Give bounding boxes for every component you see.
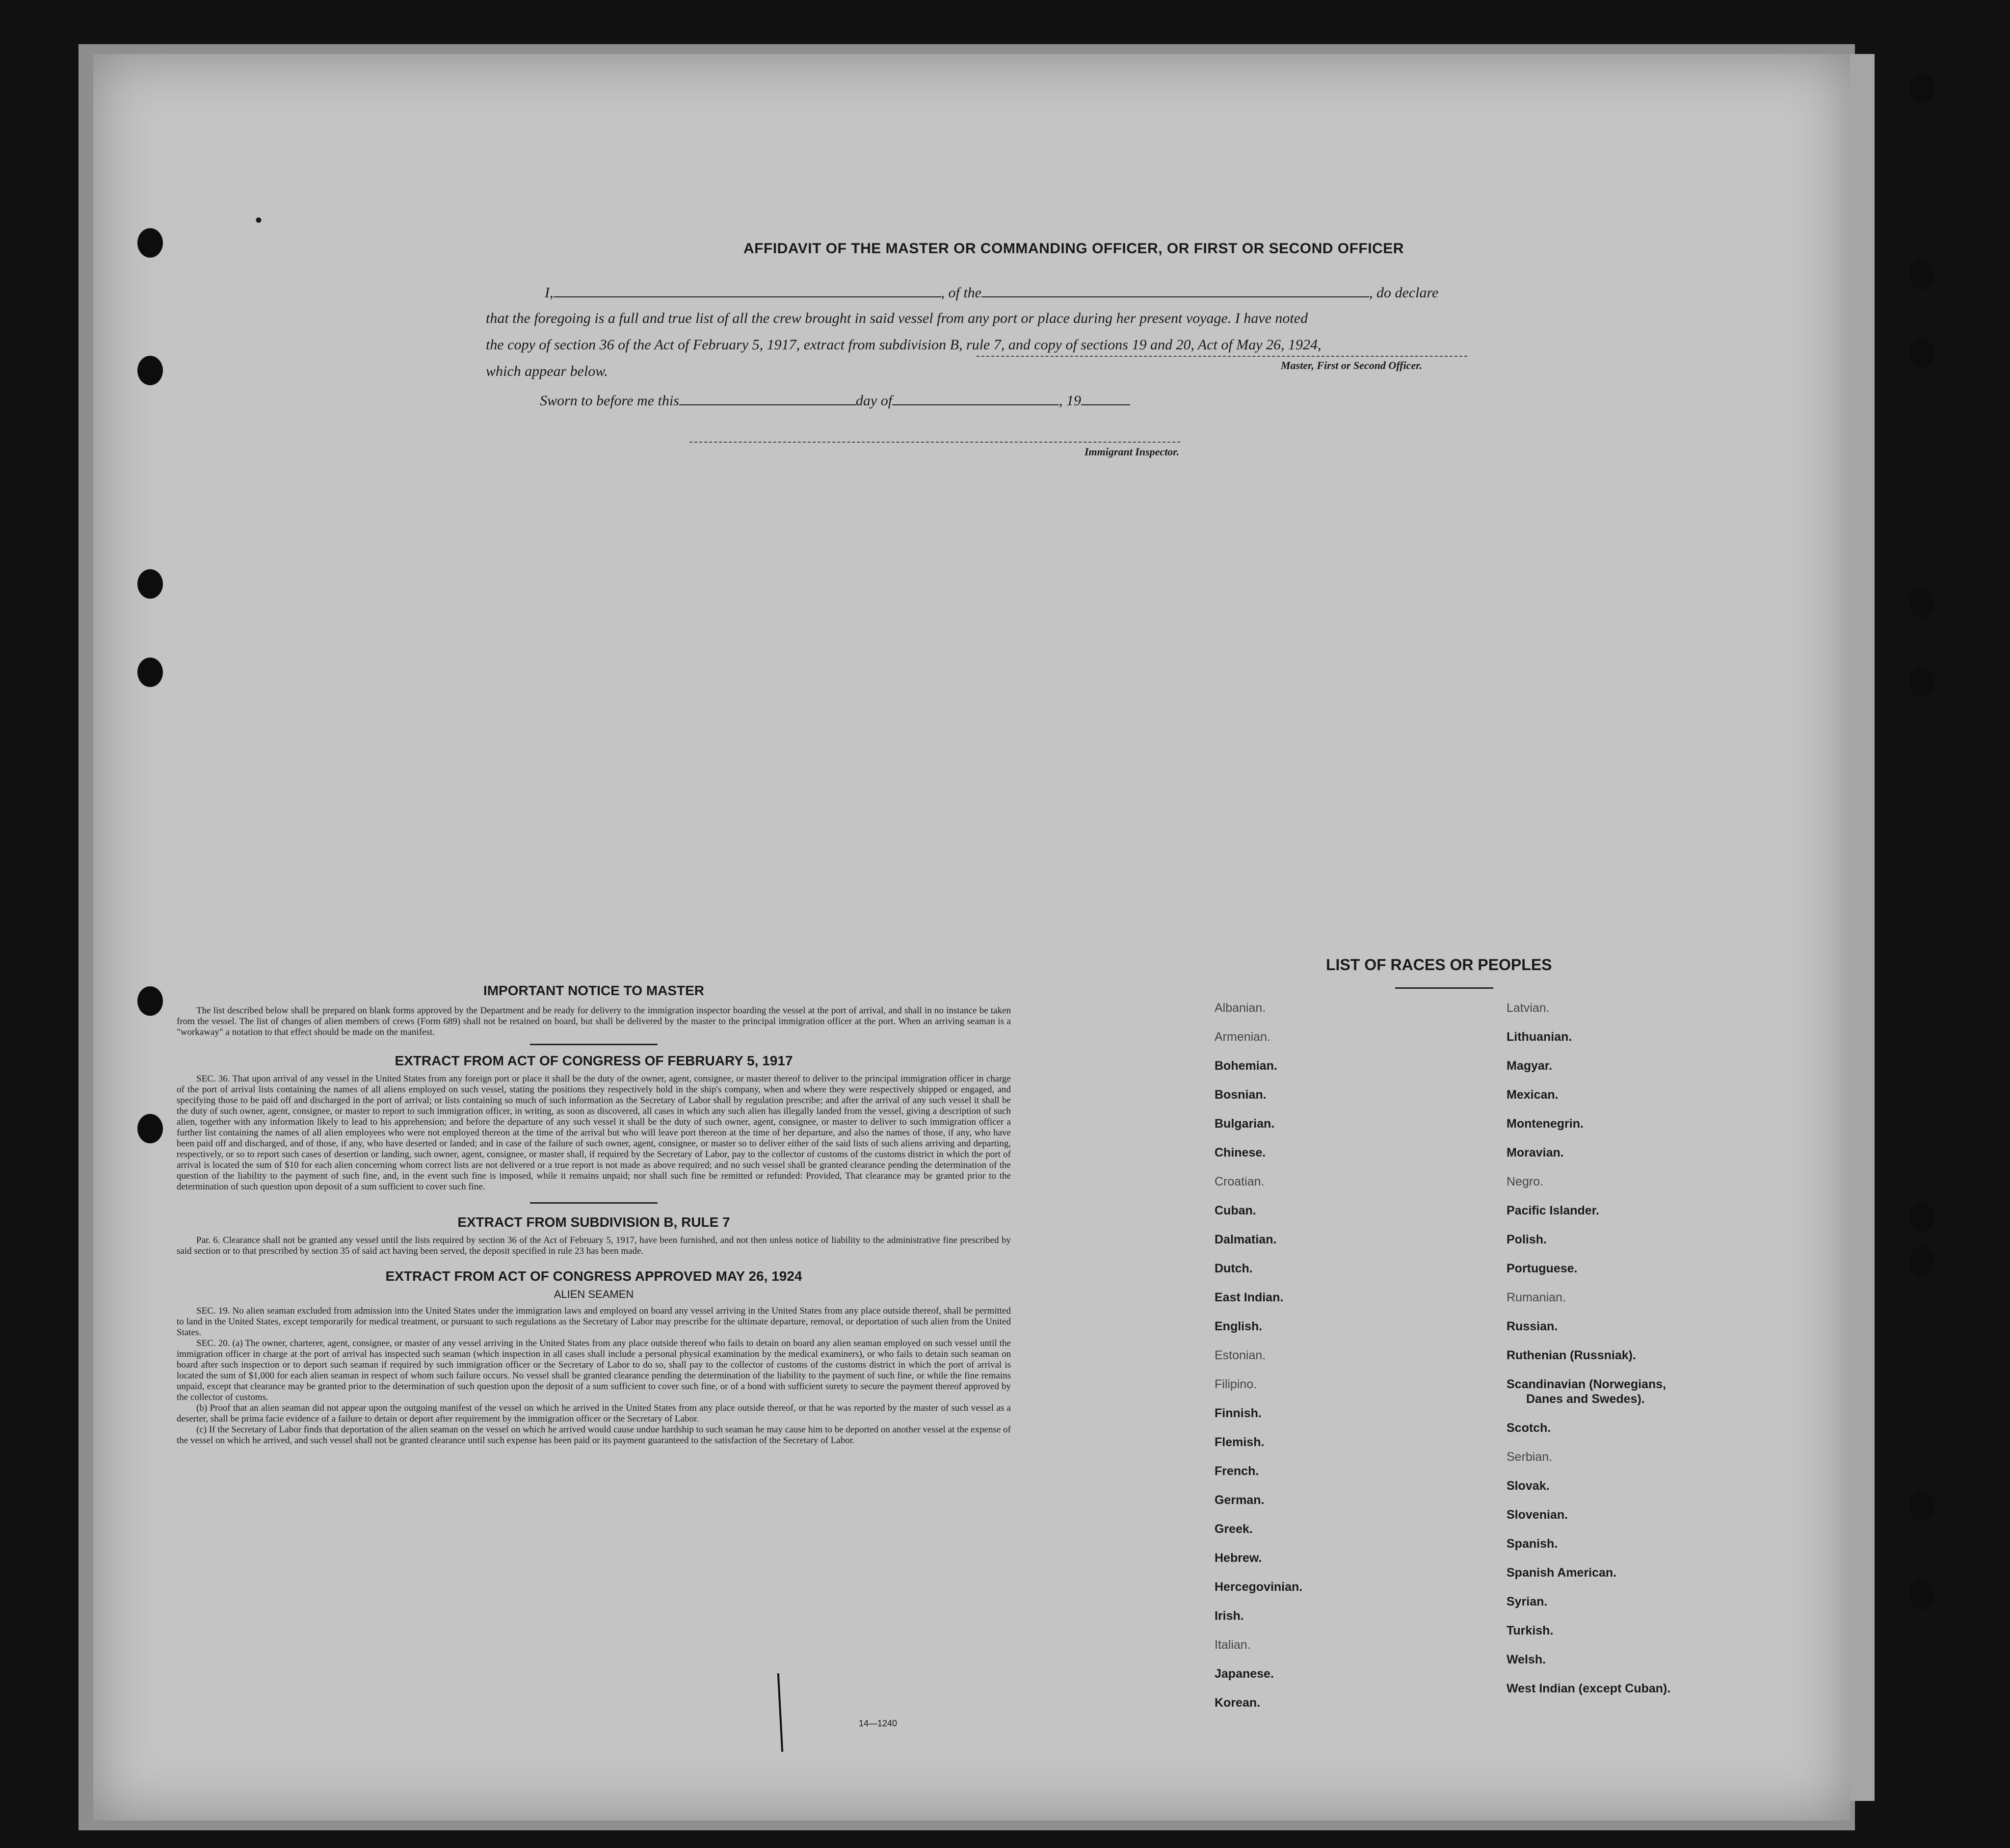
race-item-continuation: Danes and Swedes). (1526, 1392, 1645, 1406)
race-item: Magyar. (1507, 1059, 1553, 1073)
pen-stroke (777, 1673, 783, 1752)
race-item: Welsh. (1507, 1653, 1546, 1666)
section-divider (530, 1044, 658, 1045)
punch-hole (1909, 74, 1934, 103)
punch-hole (1909, 1492, 1934, 1521)
extract-1924-title: EXTRACT FROM ACT OF CONGRESS APPROVED MAY 26, 1924 (385, 1268, 802, 1284)
extract-1924-subtitle: ALIEN SEAMEN (554, 1288, 634, 1300)
race-item: Mexican. (1507, 1088, 1559, 1102)
declaration-line-2: that the foregoing is a full and true list of all the crew brought in said vessel from any port or place during her present voyage. I have noted (486, 310, 1308, 326)
punch-hole (137, 356, 163, 385)
race-item: Dutch. (1215, 1262, 1253, 1275)
race-item: West Indian (except Cuban). (1507, 1682, 1671, 1695)
race-item: Filipino. (1215, 1377, 1257, 1391)
section-divider (530, 1202, 658, 1204)
punch-hole (137, 228, 163, 258)
bleed-through-text (829, 128, 1762, 186)
master-signature-line[interactable] (977, 356, 1467, 357)
race-item: Hercegovinian. (1215, 1580, 1303, 1594)
race-item: Slovak. (1507, 1479, 1550, 1493)
punch-hole (1909, 589, 1934, 618)
sworn-year-field[interactable] (1081, 404, 1130, 405)
race-item: Turkish. (1507, 1624, 1554, 1637)
race-item: Irish. (1215, 1609, 1244, 1623)
punch-hole (137, 1114, 163, 1143)
stray-mark: • (255, 209, 263, 231)
race-item: East Indian. (1215, 1291, 1284, 1304)
race-item: Flemish. (1215, 1435, 1265, 1449)
punch-hole (137, 569, 163, 599)
punch-hole (137, 658, 163, 687)
sec20b-text: (b) Proof that an alien seaman did not appear upon the outgoing manifest of the vessel on which he arrived in the United States from any place outside thereof, or that he was reported by the master of such vessel as a deserter, shall be prima facie evidence of a failure to detain or deport after requirement by the immigration officer or the Secretary of Labor. (177, 1403, 1011, 1424)
sec20a-text: SEC. 20. (a) The owner, charterer, agent, consignee, or master of any vessel arriving in the United States from any place outside thereof who fails to detain on board any alien seaman employed on such vessel until the immigration officer in charge at the port of arrival has inspected such seaman (which inspection in all cases shall include a personal physical examination by the medical examiners), or who fails to detain such seaman on board after such inspection or to deport such seaman if required by such immigration officer or the Secretary of Labor to do so, shall pay to the collector of customs of the customs district in which the port of arrival is located the sum of $1,000 for each alien seaman in respect of whom such failure occurs. No vessel shall be granted clearance pending the determination of the liability to the payment of such fine, or while the fine remains unpaid, except that clearance may be granted prior to the determination of such question upon the deposit of a sum sufficient to cover such fine, or of a bond with sufficient surety to secure the payment thereof approved by the collector of customs. (177, 1338, 1011, 1402)
inspector-caption: Immigrant Inspector. (1084, 446, 1180, 458)
vessel-field[interactable] (981, 296, 1369, 297)
race-item: Pacific Islander. (1507, 1204, 1599, 1217)
punch-hole (1909, 667, 1934, 697)
race-item: Spanish American. (1507, 1566, 1617, 1580)
master-caption: Master, First or Second Officer. (1281, 359, 1423, 371)
race-item: Rumanian. (1507, 1291, 1566, 1304)
race-item: Spanish. (1507, 1537, 1558, 1551)
race-item: Scandinavian (Norwegians, (1507, 1377, 1666, 1391)
punch-hole (1909, 1202, 1934, 1232)
punch-hole (137, 986, 163, 1016)
sworn-day-of: day of (855, 393, 893, 409)
race-item: German. (1215, 1493, 1265, 1507)
races-title: LIST OF RACES OR PEOPLES (1326, 956, 1552, 974)
extract-rule7-title: EXTRACT FROM SUBDIVISION B, RULE 7 (457, 1214, 730, 1230)
race-item: Hebrew. (1215, 1551, 1262, 1565)
sworn-line (540, 393, 1130, 409)
extract-1917-text: SEC. 36. That upon arrival of any vessel in the United States from any foreign port or place it shall be the duty of the owner, agent, consignee, or master thereof to deliver to the principal immigration officer in charge of the port of arrival lists containing the names of all aliens employed on such vessel, stating the positions they respectively hold in the ship's company, when and where they were respectively shipped or engaged, and specifying those to be paid off and discharged in the port of arrival; or lists containing so much of such information as the Secretary of Labor shall by regulation prescribe; and after the arrival of any such vessel it shall be the duty of such owner, agent, consignee, or master to report to such immigration officer, in writing, as soon as discovered, all cases in which any such alien has illegally landed from the vessel, giving a description of such alien, together with any information likely to lead to his apprehension; and before the departure of any such vessel it shall be the duty of such owner, agent, consignee, or master to deliver to such immigration officer a further list containing the names of all alien employees who were not employed thereon at the time of the arrival but who will leave port thereon at the time of her departure, and also the names of those, if any, who have been paid off and discharged, and of those, if any, who have deserted or landed; and in case of the failure of such owner, agent, consignee, or master so to deliver either of the said lists of such aliens arriving and departing, respectively, or so to report such cases of desertion or landing, such owner, agent, consignee, or master shall, if required by the Secretary of Labor, pay to the collector of customs of the customs district in which the port of arrival is located the sum of $10 for each alien concerning whom correct lists are not delivered or a true report is not made as above required; and no such vessel shall be granted clearance pending the determination of the question of the liability to the payment of such fine, and, in the event such fine is imposed, while it remains unpaid; nor shall such fine be remitted or refunded: Provided, That clearance may be granted prior to the determination of such question upon deposit of a sum sufficient to cover such fine. (177, 1074, 1011, 1192)
race-item: Russian. (1507, 1320, 1558, 1333)
race-item: Bosnian. (1215, 1088, 1267, 1102)
declaration-line-3: the copy of section 36 of the Act of February 5, 1917, extract from subdivision B, rule 7, and copy of sections 19 and 20, Act of May 26, 1924, (486, 337, 1322, 353)
form-number: 14—1240 (859, 1718, 898, 1728)
sec19-text: SEC. 19. No alien seaman excluded from admission into the United States under the immigration laws and employed on board any vessel arriving in the United States from any place outside thereof, shall be permitted to land in the United States, except temporarily for medical treatment, or pursuant to such regulations as the Secretary of Labor may prescribe for the ultimate departure, removal, or deportation of such alien from the United States. (177, 1306, 1011, 1338)
punch-hole (1909, 339, 1934, 368)
race-item: Montenegrin. (1507, 1117, 1584, 1131)
extract-rule7-text: Par. 6. Clearance shall not be granted any vessel until the lists required by section 36 of the Act of February 5, 1917, have been furnished, and not then unless notice of liability to the administrative fine prescribed by said section or to that prescribed by section 35 of said act having been served, the deposit specified in rule 23 has been made. (177, 1235, 1011, 1256)
race-item: Polish. (1507, 1233, 1547, 1246)
punch-hole (1909, 1246, 1934, 1276)
race-item: Bohemian. (1215, 1059, 1277, 1073)
notice-text: The list described below shall be prepared on blank forms approved by the Department and be ready for delivery to the immigration inspector boarding the vessel at the port of arrival, and shall in no instance be taken from the vessel. The list of changes of alien members of crews (Form 689) shall not be retained on board, but shall be delivered by the master to the principal immigration officer at the port. When an arriving seaman is a "workaway" a notation to that effect should be made on the manifest. (177, 1005, 1011, 1037)
race-item: Lithuanian. (1507, 1030, 1572, 1044)
race-item: Greek. (1215, 1522, 1253, 1536)
race-item: Albanian. (1215, 1001, 1266, 1015)
decl-of-the: , of the (941, 285, 981, 301)
race-item: Negro. (1507, 1175, 1544, 1188)
affidavit-title: AFFIDAVIT OF THE MASTER OR COMMANDING OFFICER, OR FIRST OR SECOND OFFICER (743, 240, 1404, 257)
punch-hole (1909, 1580, 1934, 1610)
sworn-month-field[interactable] (892, 404, 1059, 405)
race-item: Japanese. (1215, 1667, 1274, 1681)
extract-1917-title: EXTRACT FROM ACT OF CONGRESS OF FEBRUARY 5, 1917 (395, 1053, 793, 1068)
race-item: Estonian. (1215, 1348, 1266, 1362)
race-item: Italian. (1215, 1638, 1251, 1652)
declaration-line-1 (545, 285, 1673, 301)
race-item: Latvian. (1507, 1001, 1550, 1015)
race-item: Scotch. (1507, 1421, 1551, 1435)
decl-i: I, (545, 285, 554, 301)
race-item: Croatian. (1215, 1175, 1265, 1188)
punch-hole (1909, 260, 1934, 290)
race-item: English. (1215, 1320, 1263, 1333)
inspector-signature-line[interactable] (689, 442, 1180, 443)
race-item: Korean. (1215, 1696, 1261, 1710)
sec20c-text: (c) If the Secretary of Labor finds that deportation of the alien seaman on the vessel on which he arrived would cause undue hardship to such seaman he may cause him to be deported on another vessel at the expense of the vessel on which he arrived, and such vessel shall not be granted clearance until such expense has been paid or its payment guaranteed to the satisfaction of the Secretary of Labor. (177, 1425, 1011, 1446)
race-item: Ruthenian (Russniak). (1507, 1348, 1636, 1362)
race-item: Cuban. (1215, 1204, 1256, 1217)
races-title-rule (1395, 987, 1493, 989)
legal-column (177, 983, 1011, 1446)
name-field[interactable] (554, 296, 941, 297)
document-page (93, 54, 1850, 1821)
race-item: Dalmatian. (1215, 1233, 1277, 1246)
race-item: Bulgarian. (1215, 1117, 1275, 1131)
race-item: Armenian. (1215, 1030, 1270, 1044)
race-item: Slovenian. (1507, 1508, 1568, 1522)
declaration-line-4: which appear below. (486, 363, 608, 379)
race-item: Finnish. (1215, 1406, 1262, 1420)
race-item: Syrian. (1507, 1595, 1548, 1609)
race-item: Serbian. (1507, 1450, 1553, 1464)
sworn-year-prefix: , 19 (1059, 393, 1082, 409)
decl-do-declare: , do declare (1369, 285, 1439, 301)
race-item: Portuguese. (1507, 1262, 1578, 1275)
sworn-day-field[interactable] (679, 404, 856, 405)
race-item: Chinese. (1215, 1146, 1266, 1160)
race-item: French. (1215, 1464, 1259, 1478)
race-item: Moravian. (1507, 1146, 1564, 1160)
notice-title: IMPORTANT NOTICE TO MASTER (483, 983, 705, 998)
sworn-text: Sworn to before me this (540, 393, 679, 409)
